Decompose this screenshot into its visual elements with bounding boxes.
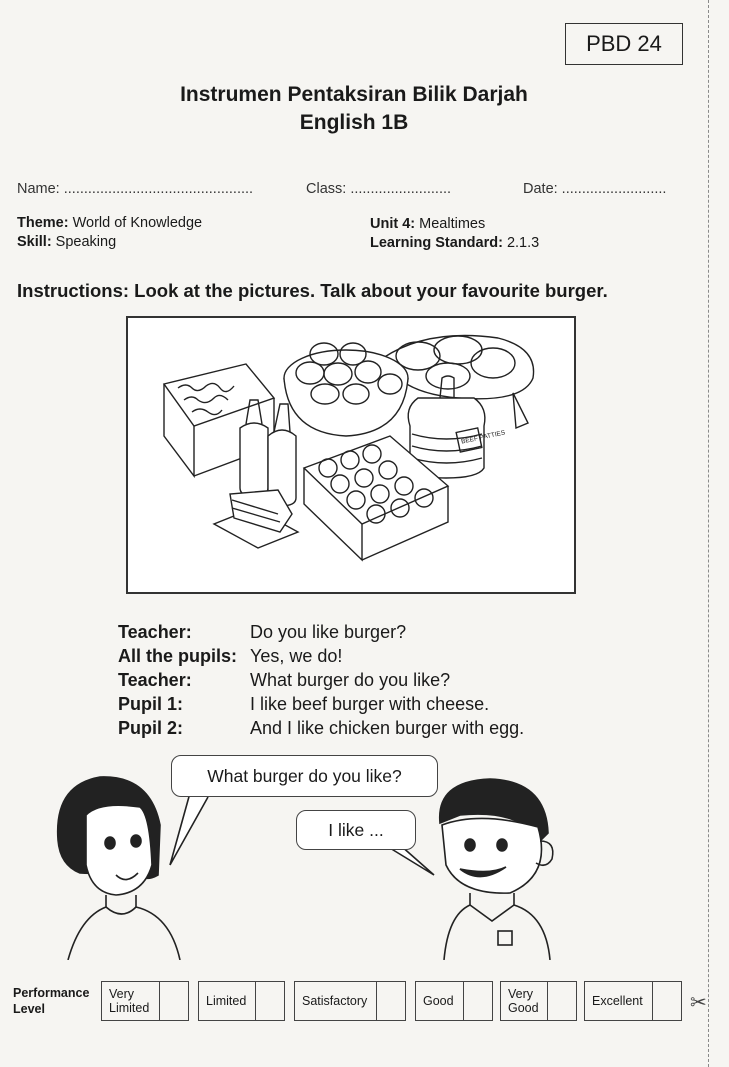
level-label: Very Limited [109,987,150,1015]
level-label: Very Good [508,987,539,1015]
level-tick-box[interactable] [463,982,492,1020]
patties-bag-label: BEEF PATTIES [460,429,506,446]
level-tick-box[interactable] [255,982,284,1020]
theme-value: World of Knowledge [68,215,203,231]
dialog-speaker: Pupil 1: [118,694,184,714]
dialog-line [118,716,524,740]
standard-line [370,235,539,251]
code-box: PBD 24 [565,23,683,65]
dialog-line [118,644,524,668]
theme-line [17,215,202,231]
dialog-speaker: All the pupils: [118,646,237,666]
theme-label: Theme: [17,215,69,231]
boy-speech-bubble: I like ... [296,810,416,850]
instructions: Instructions: Look at the pictures. Talk about your favourite burger. [17,280,608,301]
level-label: Excellent [592,994,643,1008]
unit-label: Unit 4: [370,216,416,232]
unit-value: Mealtimes [415,216,486,232]
level-very-limited[interactable] [101,981,189,1021]
dialog-text: Do you like burger? [250,622,407,642]
standard-value: 2.1.3 [502,235,540,251]
page-title: Instrumen Pentaksiran Bilik Darjah [180,83,528,106]
class-field[interactable]: Class: ......................... [306,181,452,197]
level-tick-box[interactable] [547,982,576,1020]
dialog-text: I like beef burger with cheese. [250,694,490,714]
dialog-line [118,620,524,644]
skill-line [17,234,116,250]
dialog [118,620,524,740]
level-tick-box[interactable] [159,982,188,1020]
level-label: Satisfactory [302,994,368,1008]
page-subtitle: English 1B [299,111,409,134]
level-limited[interactable] [198,981,285,1021]
level-label: Good [423,994,454,1008]
dialog-text: Yes, we do! [250,646,343,666]
unit-line [370,216,485,232]
cut-line [708,0,709,1067]
ingredients-illustration [128,318,574,592]
level-tick-box[interactable] [652,982,681,1020]
dialog-speaker: Pupil 2: [118,718,184,738]
dialog-line [118,692,524,716]
skill-label: Skill: [17,234,52,250]
level-excellent[interactable] [584,981,682,1021]
level-good[interactable] [415,981,493,1021]
standard-label: Learning Standard: [370,235,503,251]
level-label: Limited [206,994,247,1008]
name-field[interactable]: Name: ............................................... [17,181,254,197]
skill-value: Speaking [51,234,117,250]
burger-ingredients-picture [126,316,576,594]
date-field[interactable]: Date: .......................... [523,181,667,197]
dialog-line [118,668,524,692]
dialog-speaker: Teacher: [118,670,192,690]
dialog-text: And I like chicken burger with egg. [250,718,525,738]
level-satisfactory[interactable] [294,981,406,1021]
scissors-icon: ✂ [690,992,707,1014]
girl-speech-bubble: What burger do you like? [171,755,438,797]
performance-label: Performance Level [13,986,90,1016]
dialog-text: What burger do you like? [250,670,451,690]
level-very-good[interactable] [500,981,577,1021]
level-tick-box[interactable] [376,982,405,1020]
dialog-speaker: Teacher: [118,622,192,642]
